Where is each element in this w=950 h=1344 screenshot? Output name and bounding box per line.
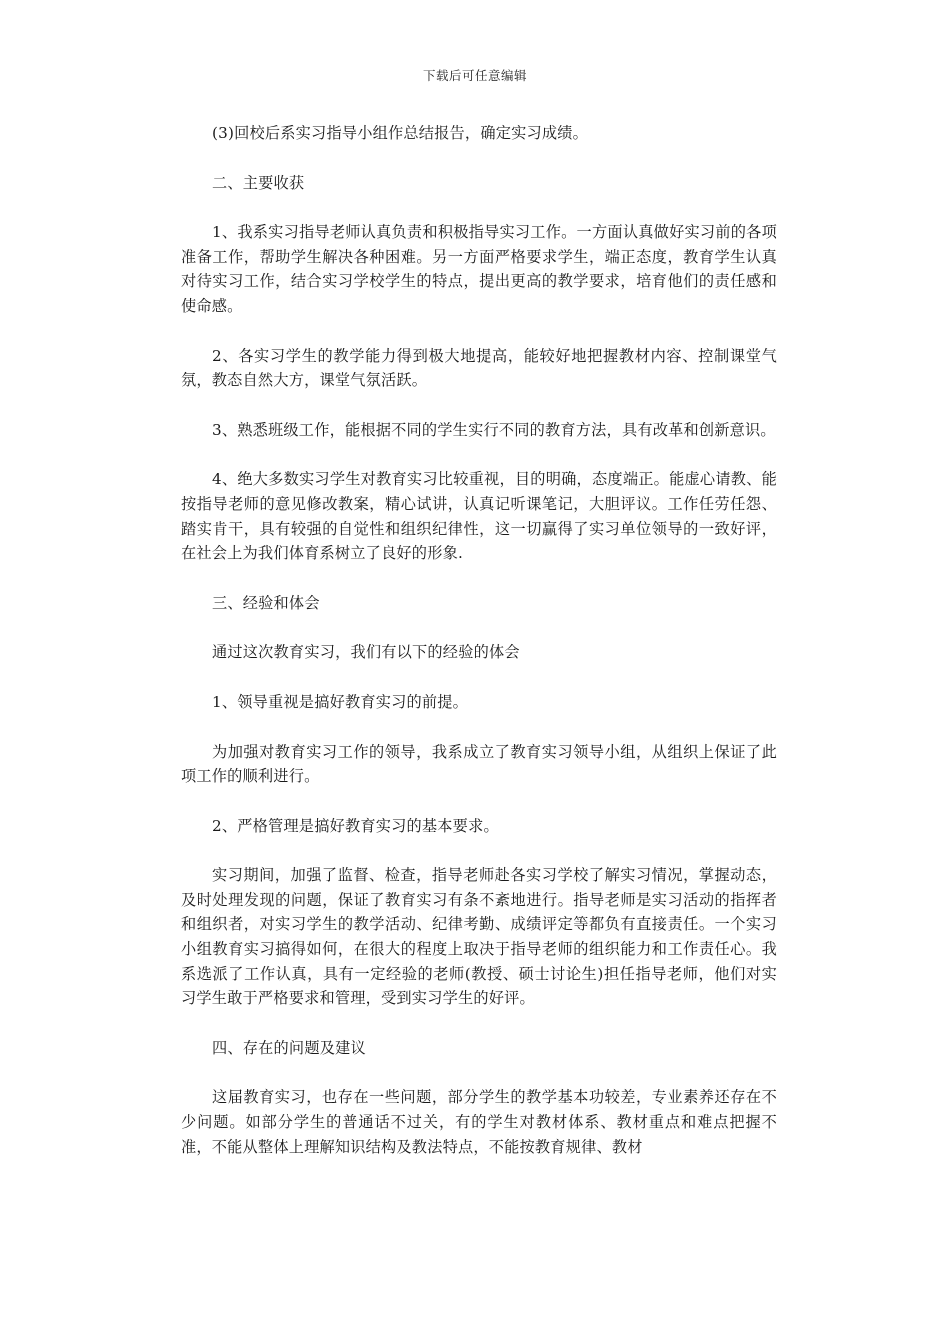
document-body (181, 121, 777, 1159)
paragraph: 3、熟悉班级工作，能根据不同的学生实行不同的教育方法，具有改革和创新意识。 (212, 420, 776, 439)
paragraph: 2、各实习学生的教学能力得到极大地提高，能较好地把握教材内容、控制课堂气氛，教态自然大方，课堂气氛活跃。 (181, 346, 777, 390)
paragraph: (3)回校后系实习指导小组作总结报告，确定实习成绩。 (212, 124, 589, 142)
paragraph: 4、绝大多数实习学生对教育实习比较重视，目的明确，态度端正。能虚心请教、能按指导老师的意见修改教案，精心试讲，认真记听课笔记，大胆评议。工作任劳任怨、踏实肯干，具有较强的自觉性和组织纪律性，这一切赢得了实习单位领导的一致好评，在社会上为我们体育系树立了良好的形象. (181, 470, 777, 563)
paragraph: 实习期间，加强了监督、检查，指导老师赴各实习学校了解实习情况，掌握动态，及时处理发现的问题，保证了教育实习有条不紊地进行。指导老师是实习活动的指挥者和组织者，对实习学生的教学活动、纪律考勤、成绩评定等都负有直接责任。一个实习小组教育实习搞得如何，在很大的程度上取决于指导老师的组织能力和工作责任心。我系选派了工作认真，具有一定经验的老师(教授、硕士讨论生)担任指导老师，他们对实习学生敢于严格要求和管理，受到实习学生的好评。 (181, 866, 777, 1008)
paragraph: 通过这次教育实习，我们有以下的经验的体会 (212, 643, 520, 662)
paragraph: 为加强对教育实习工作的领导，我系成立了教育实习领导小组，从组织上保证了此项工作的顺利进行。 (181, 742, 777, 786)
paragraph: 1、领导重视是搞好教育实习的前提。 (212, 692, 469, 711)
paragraph: 1、我系实习指导老师认真负责和积极指导实习工作。一方面认真做好实习前的各项准备工作，帮助学生解决各种困难。另一方面严格要求学生，端正态度，教育学生认真对待实习工作，结合实习学校学生的特点，提出更高的教学要求，培育他们的责任感和使命感。 (181, 223, 777, 315)
section-heading: 三、经验和体会 (212, 593, 320, 612)
section-heading: 二、主要收获 (212, 173, 305, 192)
page-header: 下载后可任意编辑 (422, 68, 527, 83)
section-heading: 四、存在的问题及建议 (212, 1038, 366, 1057)
paragraph: 2、严格管理是搞好教育实习的基本要求。 (212, 816, 499, 835)
paragraph: 这届教育实习，也存在一些问题，部分学生的教学基本功较差，专业素养还存在不少问题。如部分学生的普通话不过关，有的学生对教材体系、教材重点和难点把握不准，不能从整体上理解知识结构及教法特点，不能按教育规律、教材 (181, 1088, 777, 1156)
